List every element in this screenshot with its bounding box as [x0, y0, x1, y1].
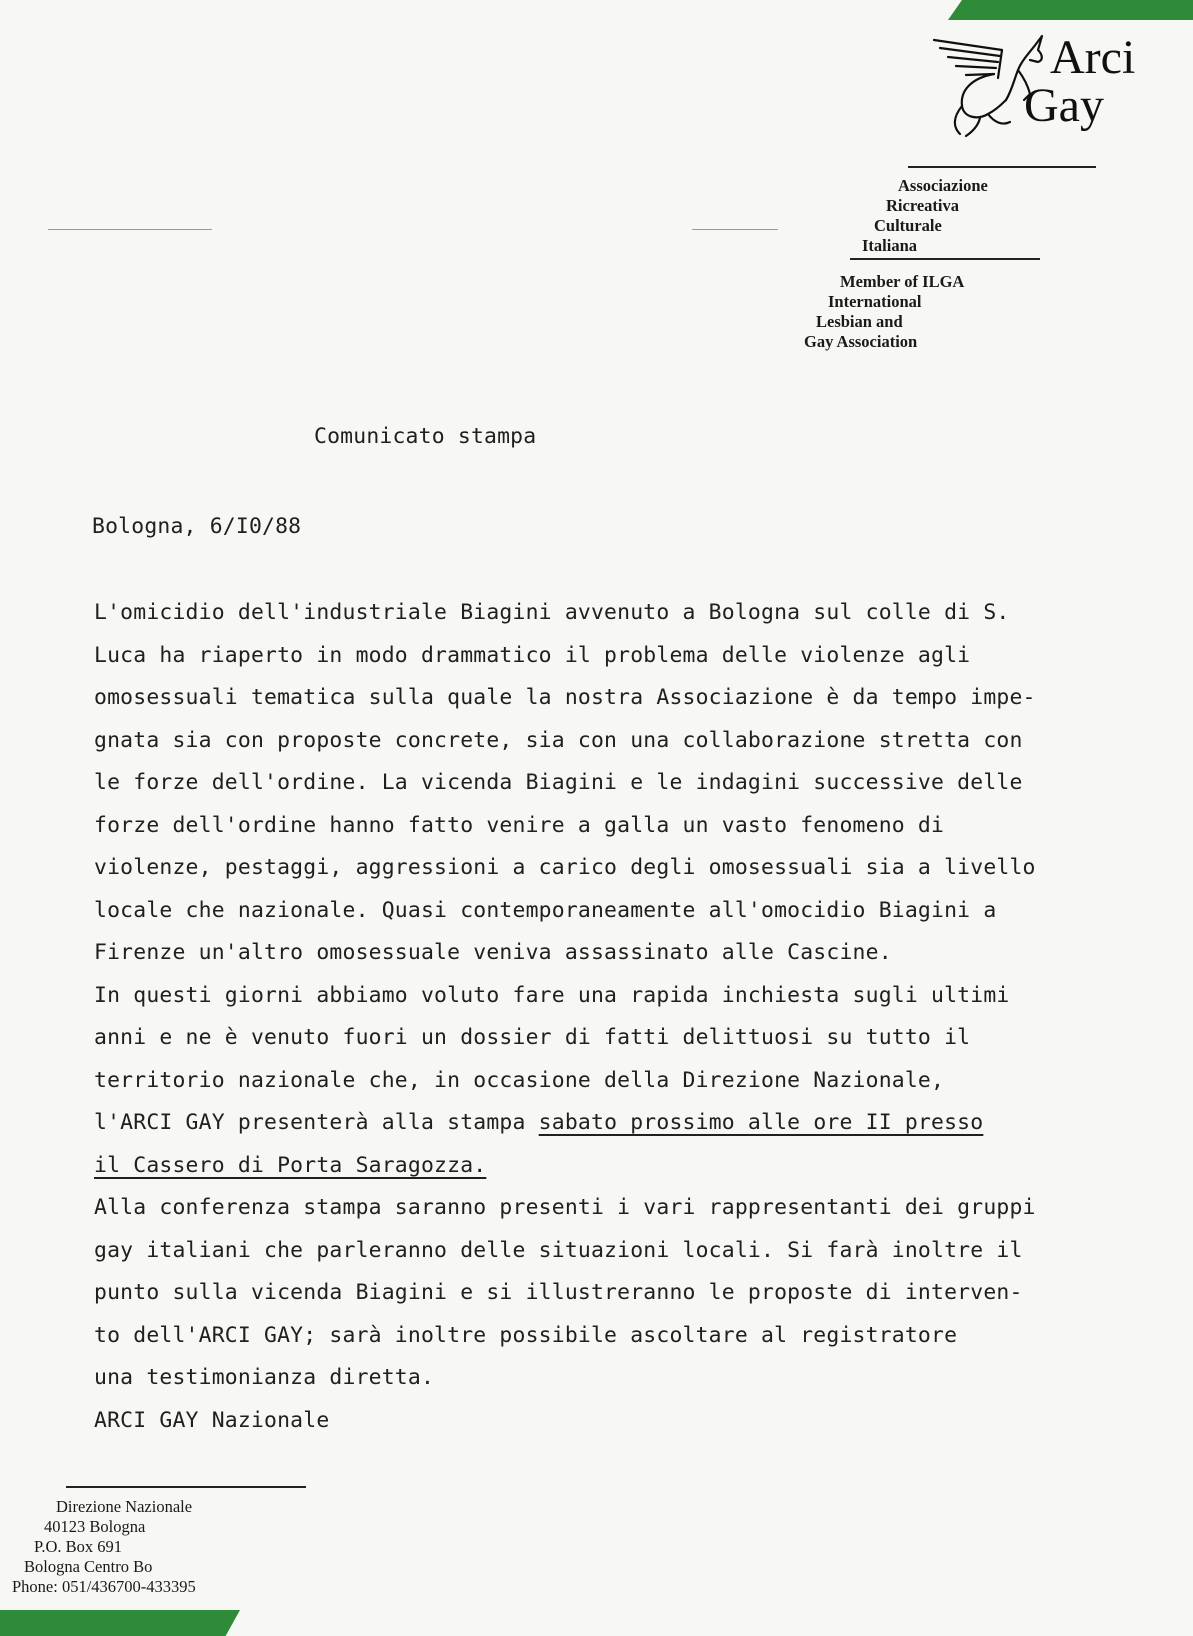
body-line: Luca ha riaperto in modo drammatico il problema delle violenze agli: [94, 642, 971, 668]
divider-line: [908, 166, 1096, 168]
footer-line-1: Direzione Nazionale: [56, 1497, 193, 1516]
footer-line-5: Phone: 051/436700-433395: [12, 1577, 196, 1596]
body-line: le forze dell'ordine. La vicenda Biagini e le indagini successive delle: [94, 770, 1023, 795]
signature-line: ARCI GAY Nazionale: [94, 1407, 330, 1433]
body-line: omosessuali tematica sulla quale la nostra Associazione è da tempo impe-: [94, 685, 1036, 710]
association-line-4: Italiana: [862, 236, 918, 255]
body-line: In questi giorni abbiamo voluto fare una rapida inchiesta sugli ultimi: [94, 982, 1010, 1008]
faint-rule: [48, 229, 212, 230]
footer-line-4: Bologna Centro Bo: [24, 1557, 153, 1576]
association-line-3: Culturale: [874, 216, 942, 235]
press-release-body: [94, 592, 1174, 1442]
footer-divider: [66, 1486, 306, 1488]
body-line: una testimonianza diretta.: [94, 1365, 435, 1390]
arci-gay-logo: [932, 30, 1172, 150]
body-line: gay italiani che parleranno delle situazioni locali. Si farà inoltre il: [94, 1237, 1023, 1263]
body-line: punto sulla vicenda Biagini e si illustreranno le proposte di interven-: [94, 1280, 1023, 1305]
underlined-date-text: sabato prossimo alle ore II presso: [538, 1110, 984, 1135]
body-line: locale che nazionale. Quasi contemporaneamente all'omocidio Biagini a: [94, 897, 997, 923]
body-line: Alla conferenza stampa saranno presenti i vari rappresentanti dei gruppi: [94, 1195, 1036, 1220]
body-line: to dell'ARCI GAY; sarà inoltre possibile ascoltare al registratore: [94, 1322, 958, 1348]
body-line: [94, 1145, 1174, 1188]
logo-word-gay: Gay: [1024, 79, 1104, 132]
page-title: Comunicato stampa: [314, 424, 537, 449]
footer-line-3: P.O. Box 691: [34, 1537, 123, 1556]
faint-rule: [692, 229, 778, 230]
body-line: L'omicidio dell'industriale Biagini avvenuto a Bologna sul colle di S.: [94, 600, 1010, 625]
body-line: [94, 1102, 1174, 1145]
body-line: Firenze un'altro omosessuale veniva assassinato alle Cascine.: [94, 940, 892, 965]
dateline: Bologna, 6/I0/88: [92, 514, 302, 539]
divider-line: [850, 258, 1040, 260]
ilga-line-2: International: [828, 292, 922, 311]
body-text-span: l'ARCI GAY presenterà alla stampa: [94, 1110, 539, 1135]
body-line: violenze, pestaggi, aggressioni a carico degli omosessuali sia a livello: [94, 855, 1036, 880]
association-line-1: Associazione: [898, 176, 988, 195]
underlined-venue-text: il Cassero di Porta Saragozza.: [94, 1152, 487, 1178]
ilga-line-3: Lesbian and: [816, 312, 903, 331]
body-line: gnata sia con proposte concrete, sia con una collaborazione stretta con: [94, 727, 1023, 753]
logo-word-arci: Arci: [1050, 31, 1136, 84]
body-line: anni e ne è venuto fuori un dossier di fatti delittuosi su tutto il: [94, 1025, 971, 1050]
body-line: forze dell'ordine hanno fatto venire a galla un vasto fenomeno di: [94, 812, 945, 838]
ilga-line-1: Member of ILGA: [840, 272, 965, 291]
body-line: territorio nazionale che, in occasione della Direzione Nazionale,: [94, 1067, 945, 1093]
ilga-line-4: Gay Association: [804, 332, 918, 351]
association-line-2: Ricreativa: [886, 196, 960, 215]
top-green-band: [948, 0, 1193, 20]
footer-line-2: 40123 Bologna: [44, 1517, 146, 1536]
bottom-green-band: [0, 1610, 240, 1636]
